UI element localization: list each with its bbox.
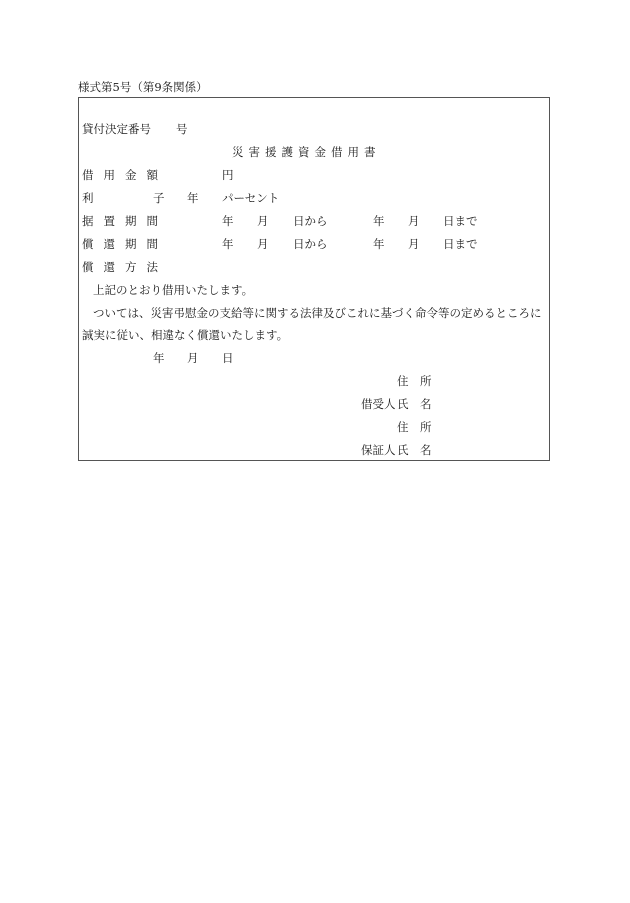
form-label: 様式第5号（第9条関係）	[78, 80, 208, 94]
borrower-address-label: 住 所	[397, 374, 432, 388]
loan-number-suffix: 号	[176, 122, 188, 136]
borrower-role: 借受人	[361, 397, 396, 411]
repay-from-month: 月	[257, 237, 269, 251]
interest-col1: 子	[153, 191, 165, 205]
date-day: 日	[222, 351, 234, 365]
interest-rate-unit: パーセント	[222, 191, 280, 205]
grace-from-day: 日から	[293, 214, 328, 228]
date-month: 月	[187, 351, 199, 365]
date-year: 年	[153, 351, 165, 365]
repay-to-year: 年	[373, 237, 385, 251]
repayment-period-label: 償還期間	[82, 237, 168, 251]
grace-from-month: 月	[257, 214, 269, 228]
amount-label: 借用金額	[82, 168, 168, 182]
repayment-method-label: 償還方法	[82, 260, 168, 274]
guarantor-address-label: 住 所	[397, 420, 432, 434]
grace-to-day: 日まで	[443, 214, 478, 228]
body-line-3: 誠実に従い、相違なく償還いたします。	[82, 328, 289, 342]
loan-number-label: 貸付決定番号	[82, 122, 151, 136]
guarantor-name-label: 氏 名	[397, 443, 432, 457]
repay-to-month: 月	[408, 237, 420, 251]
body-line-1: 上記のとおり借用いたします。	[93, 283, 254, 297]
repay-from-year: 年	[222, 237, 234, 251]
body-line-2: ついては、災害弔慰金の支給等に関する法律及びこれに基づく命令等の定めるところに	[93, 306, 542, 320]
grace-to-month: 月	[408, 214, 420, 228]
grace-to-year: 年	[373, 214, 385, 228]
interest-col2: 年	[187, 191, 199, 205]
amount-unit: 円	[222, 168, 234, 182]
borrower-name-label: 氏 名	[397, 397, 432, 411]
guarantor-role: 保証人	[361, 443, 396, 457]
repay-to-day: 日まで	[443, 237, 478, 251]
grace-from-year: 年	[222, 214, 234, 228]
repay-from-day: 日から	[293, 237, 328, 251]
grace-period-label: 据置期間	[82, 214, 168, 228]
interest-label: 利	[82, 191, 94, 205]
document-title: 災害援護資金借用書	[232, 145, 381, 159]
